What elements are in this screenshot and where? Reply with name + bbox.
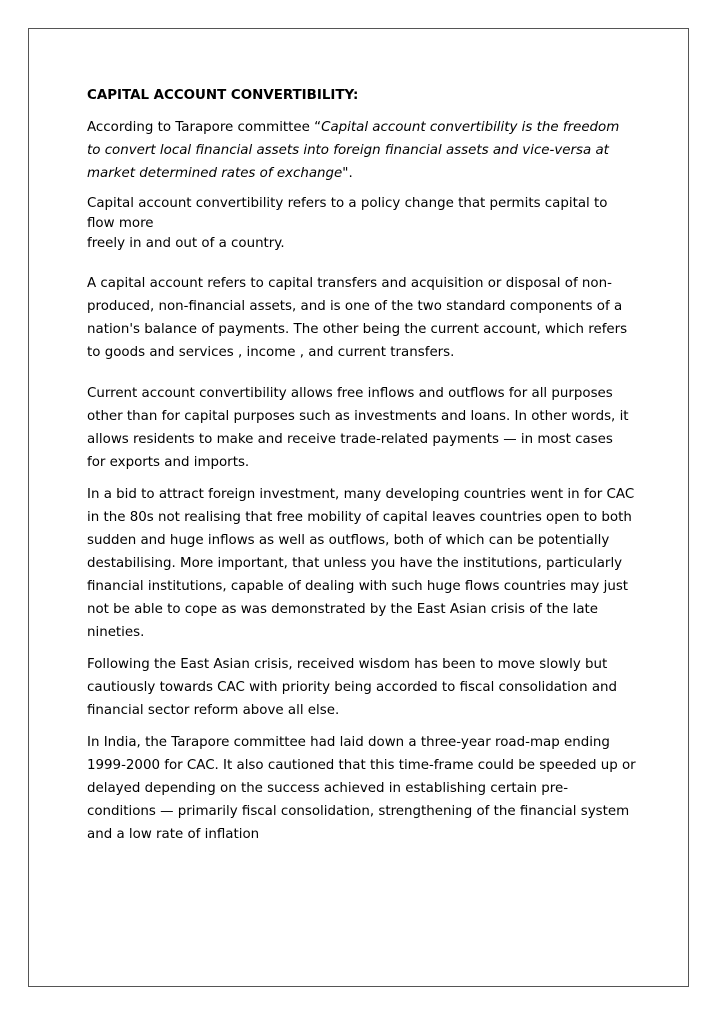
paragraph-line: In India, the Tarapore committee had laid down a three-year road-map ending <box>87 735 610 750</box>
paragraph-line: and a low rate of inflation <box>87 827 260 842</box>
paragraph-line: allows residents to make and receive trade-related payments — in most cases <box>87 432 613 447</box>
paragraph-line: not be able to cope as was demonstrated by the East Asian crisis of the late <box>87 602 599 617</box>
quote-text: Capital account convertibility is the freedom <box>321 120 620 135</box>
paragraph-line: conditions — primarily fiscal consolidation, strengthening of the financial system <box>87 804 630 819</box>
paragraph-line: for exports and imports. <box>87 455 250 470</box>
paragraph-line: In a bid to attract foreign investment, many developing countries went in for CAC <box>87 487 635 502</box>
paragraph-definition <box>87 116 647 185</box>
paragraph-line: cautiously towards CAC with priority being accorded to fiscal consolidation and <box>87 680 618 695</box>
paragraph-line: to goods and services , income , and current transfers. <box>87 345 455 360</box>
paragraph-line: sudden and huge inflows as well as outflows, both of which can be potentially <box>87 533 610 548</box>
paragraph-policy <box>87 194 647 254</box>
paragraph-line: financial institutions, capable of dealing with such huge flows countries may just <box>87 579 629 594</box>
document-heading: CAPITAL ACCOUNT CONVERTIBILITY: <box>87 88 359 103</box>
quote-text: to convert local financial assets into foreign financial assets and vice-versa at <box>87 143 609 158</box>
paragraph-line: freely in and out of a country. <box>87 236 285 251</box>
quote-lead: According to Tarapore committee “ <box>87 120 322 135</box>
document-body <box>87 84 647 855</box>
paragraph-line: financial sector reform above all else. <box>87 703 340 718</box>
paragraph-line: destabilising. More important, that unless you have the institutions, particularly <box>87 556 623 571</box>
paragraph-india-roadmap <box>87 731 647 846</box>
paragraph-capital-account <box>87 272 647 364</box>
quote-tail: ". <box>342 166 353 181</box>
paragraph-line: Current account convertibility allows free inflows and outflows for all purposes <box>87 386 613 401</box>
paragraph-line: A capital account refers to capital transfers and acquisition or disposal of non- <box>87 276 612 291</box>
quote-text: market determined rates of exchange <box>87 166 343 181</box>
paragraph-line <box>87 162 647 185</box>
paragraph-foreign-investment <box>87 483 647 644</box>
paragraph-current-account <box>87 382 647 474</box>
paragraph-line: flow more <box>87 216 154 231</box>
paragraph-line: other than for capital purposes such as investments and loans. In other words, it <box>87 409 629 424</box>
paragraph-line: nation's balance of payments. The other being the current account, which refers <box>87 322 628 337</box>
paragraph-east-asian-crisis <box>87 653 647 722</box>
paragraph-line: 1999-2000 for CAC. It also cautioned that this time-frame could be speeded up or <box>87 758 636 773</box>
paragraph-line: nineties. <box>87 625 145 640</box>
paragraph-line <box>87 116 647 139</box>
paragraph-line: Capital account convertibility refers to a policy change that permits capital to <box>87 196 608 211</box>
paragraph-line <box>87 139 647 162</box>
paragraph-line: in the 80s not realising that free mobility of capital leaves countries open to both <box>87 510 632 525</box>
paragraph-line: Following the East Asian crisis, received wisdom has been to move slowly but <box>87 657 608 672</box>
paragraph-line: produced, non-financial assets, and is one of the two standard components of a <box>87 299 623 314</box>
paragraph-line: delayed depending on the success achieved in establishing certain pre- <box>87 781 569 796</box>
